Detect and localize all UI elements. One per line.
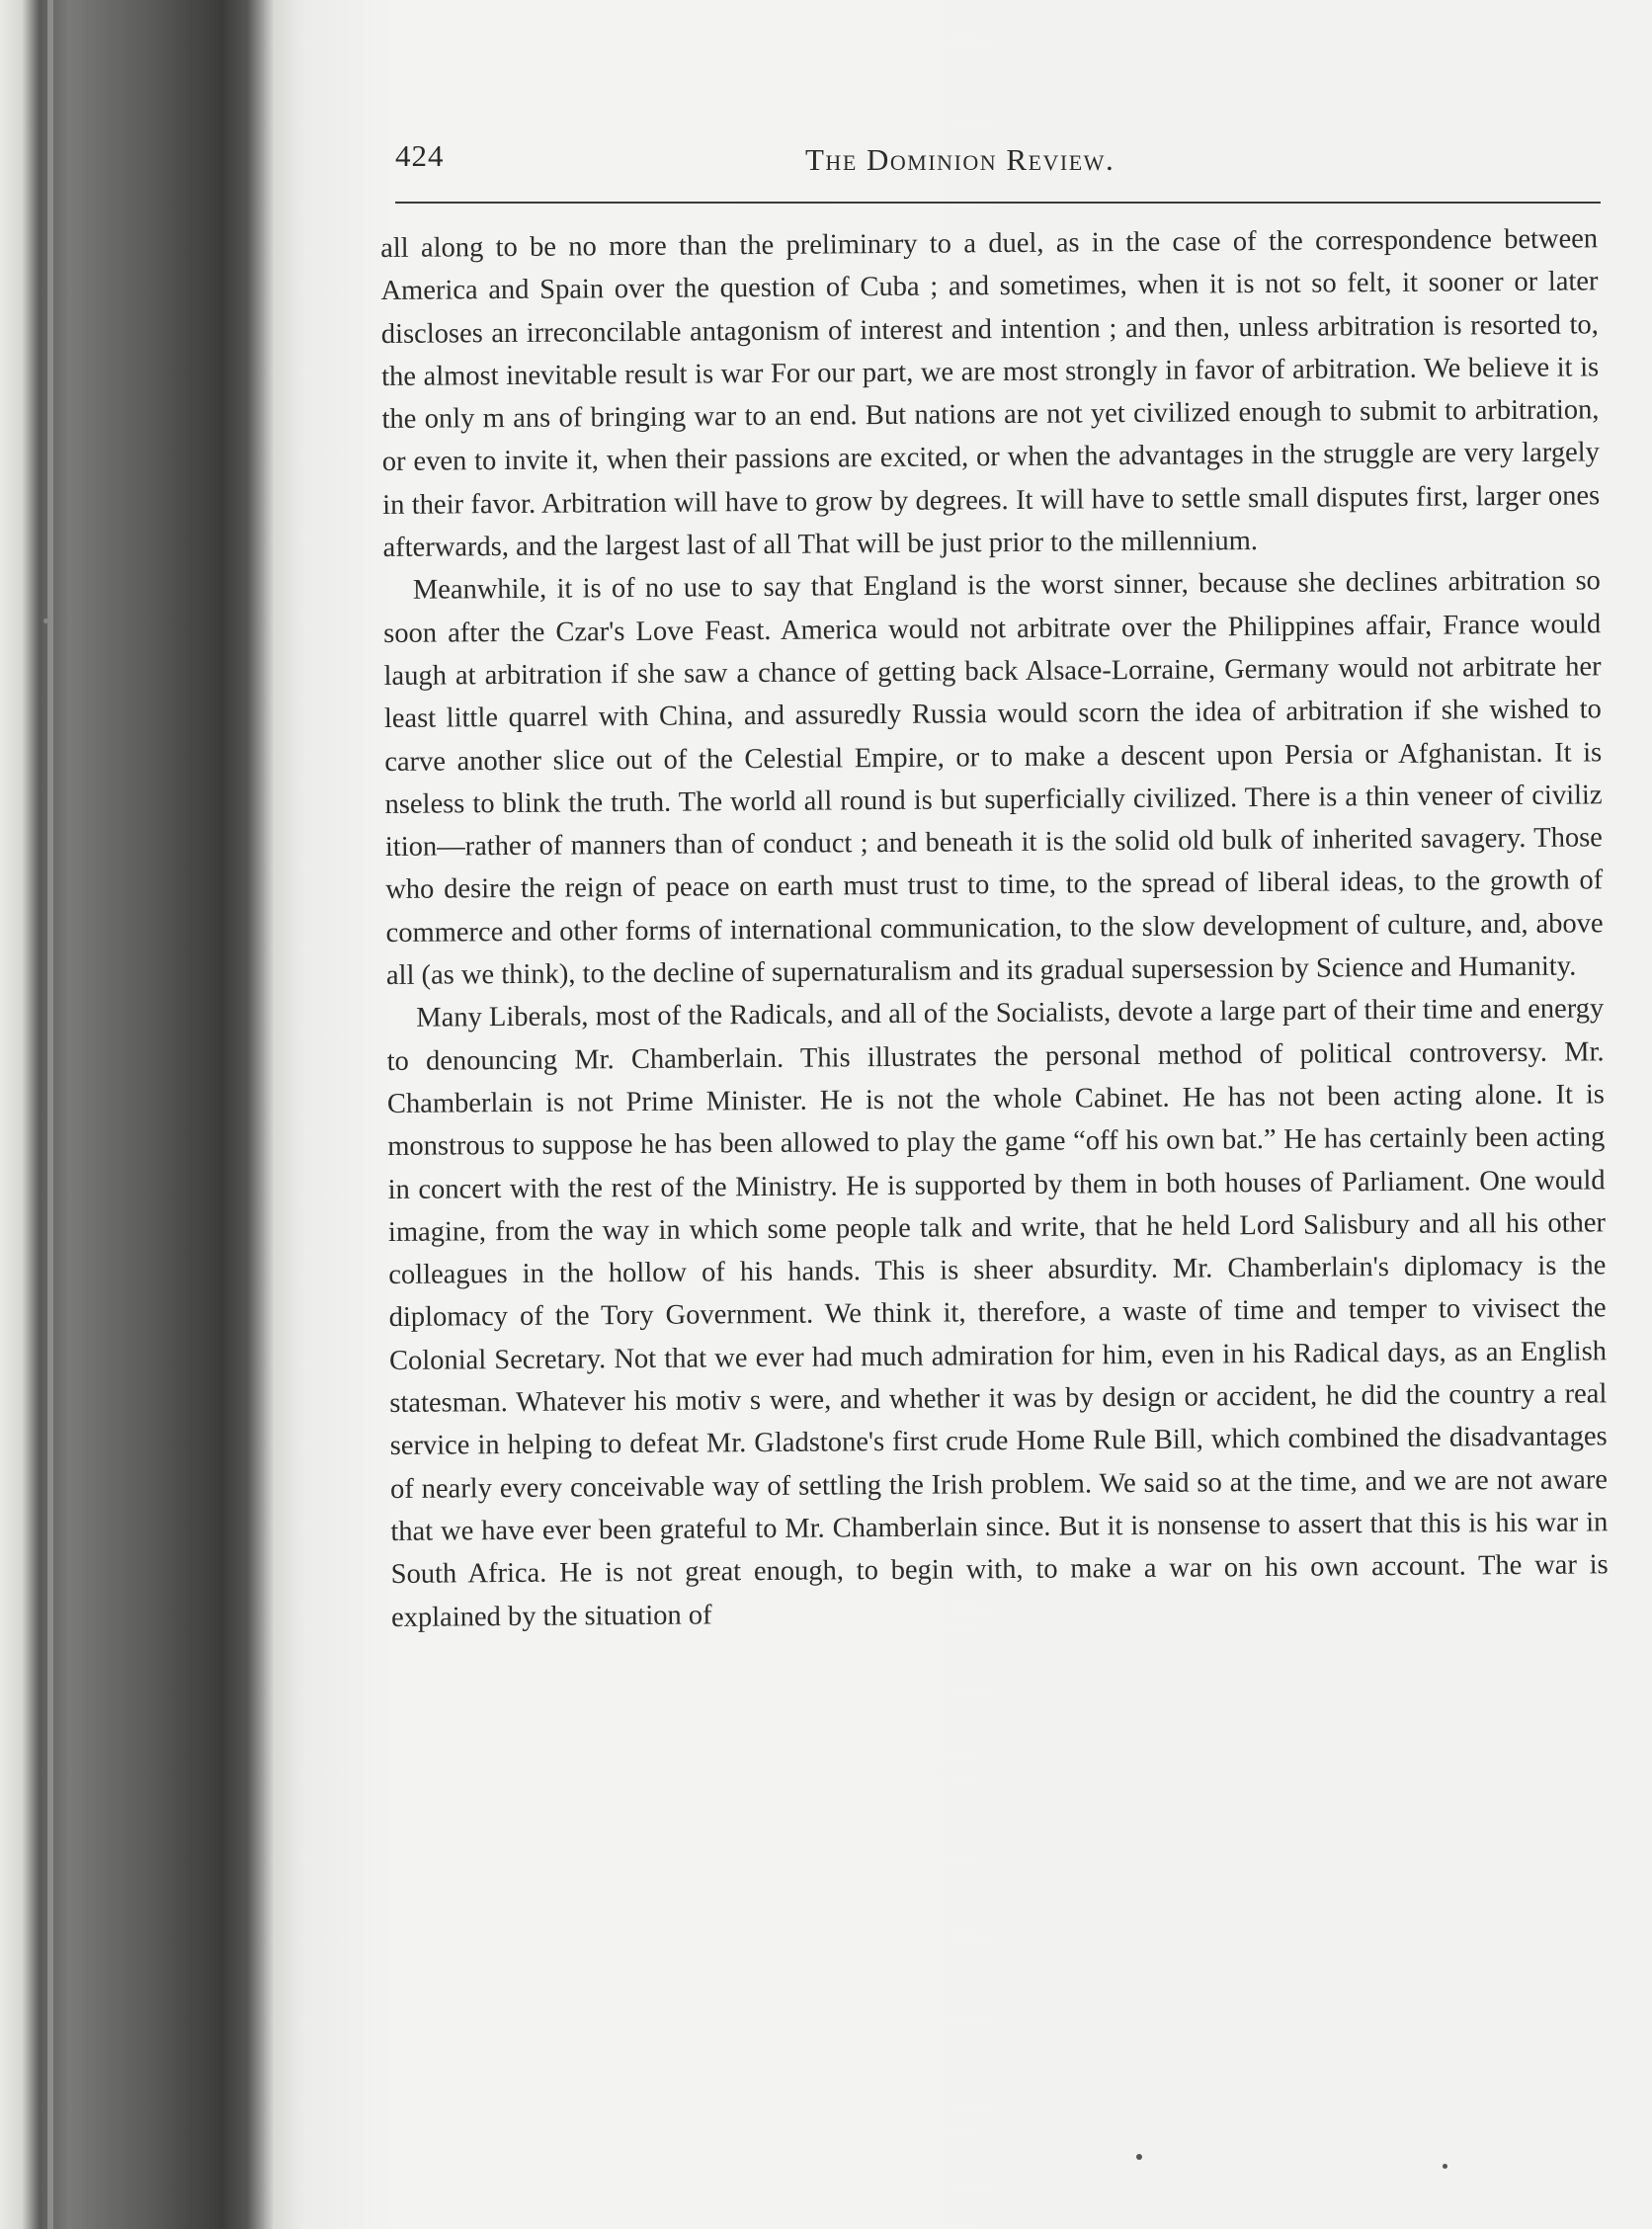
ink-speck bbox=[43, 619, 48, 623]
ink-speck bbox=[1443, 2164, 1447, 2169]
header-rule bbox=[395, 202, 1601, 204]
spine-highlight bbox=[47, 0, 53, 2229]
book-spine bbox=[0, 0, 275, 2229]
running-title: The Dominion Review. bbox=[805, 142, 1115, 177]
page-number: 424 bbox=[395, 138, 445, 173]
article-body bbox=[380, 217, 1609, 1638]
paragraph-1: all along to be no more than the preliminary to a duel, as in the case of the correspondence between America and Spain over the question of Cuba ; and sometimes, when it is not so felt, it sooner or later discloses an irreconcilable antagonism of interest and intention ; and then, unless arbitration is resorted to, the almost inevitable result is war For our part, we are most strongly in favor of arbitration. We believe it is the only m ans of bringing war to an end. But nations are not yet civilized enough to submit to arbitration, or even to invite it, when their passions are excited, or when the advantages in the struggle are very largely in their favor. Arbitration will have to grow by degrees. It will have to settle small disputes first, larger ones afterwards, and the largest last of all That will be just prior to the millennium. bbox=[380, 223, 1601, 564]
paragraph-2: Meanwhile, it is of no use to say that England is the worst sinner, because she declines arbitration so soon after the Czar's Love Feast. America would not arbitrate over the Philippines affair, France would laugh at arbitration if she saw a chance of getting back Alsace-Lorraine, Germany would not arbitrate her least little quarrel with China, and assuredly Russia would scorn the idea of arbitration if she wished to carve another slice out of the Celestial Empire, or to make a descent upon Persia or Afghanistan. It is nseless to blink the truth. The world all round is but superficially civilized. There is a thin veneer of civiliz ition—rather of manners than of conduct ; and beneath it is the solid old bulk of inherited savagery. Those who desire the reign of peace on earth must trust to time, to the spread of liberal ideas, to the growth of commerce and other forms of international communication, to the slow development of culture, and, above all (as we think), to the decline of supernaturalism and its gradual supersession by Science and Humanity. bbox=[383, 565, 1604, 992]
ink-speck bbox=[1136, 2154, 1142, 2160]
paragraph-3: Many Liberals, most of the Radicals, and all of the Socialists, devote a large part of their time and energy to denouncing Mr. Chamberlain. This illustrates the personal method of political controversy. Mr. Chamberlain is not Prime Minister. He is not the whole Cabinet. He has not been acting alone. It is monstrous to suppose he has been allowed to play the game “off his own bat.” He has certainly been acting in concert with the rest of the Ministry. He is supported by them in both houses of Parliament. One would imagine, from the way in which some people talk and write, that he held Lord Salisbury and all his other colleagues in the hollow of his hands. This is sheer absurdity. Mr. Chamberlain's diplomacy is the diplomacy of the Tory Government. We think it, therefore, a waste of time and temper to vivisect the Colonial Secretary. Not that we ever had much admiration for him, even in his Radical days, as an English statesman. Whatever his motiv s were, and whether it was by design or accident, he did the country a real service in helping to defeat Mr. Gladstone's first crude Home Rule Bill, which combined the disadvantages of nearly every conceivable way of settling the Irish problem. We said so at the time, and we are not aware that we have ever been grateful to Mr. Chamberlain since. But it is nonsense to assert that this is his war in South Africa. He is not great enough, to begin with, to make a war on his own account. The war is explained by the situation of bbox=[386, 993, 1609, 1633]
page-header bbox=[395, 138, 1601, 198]
